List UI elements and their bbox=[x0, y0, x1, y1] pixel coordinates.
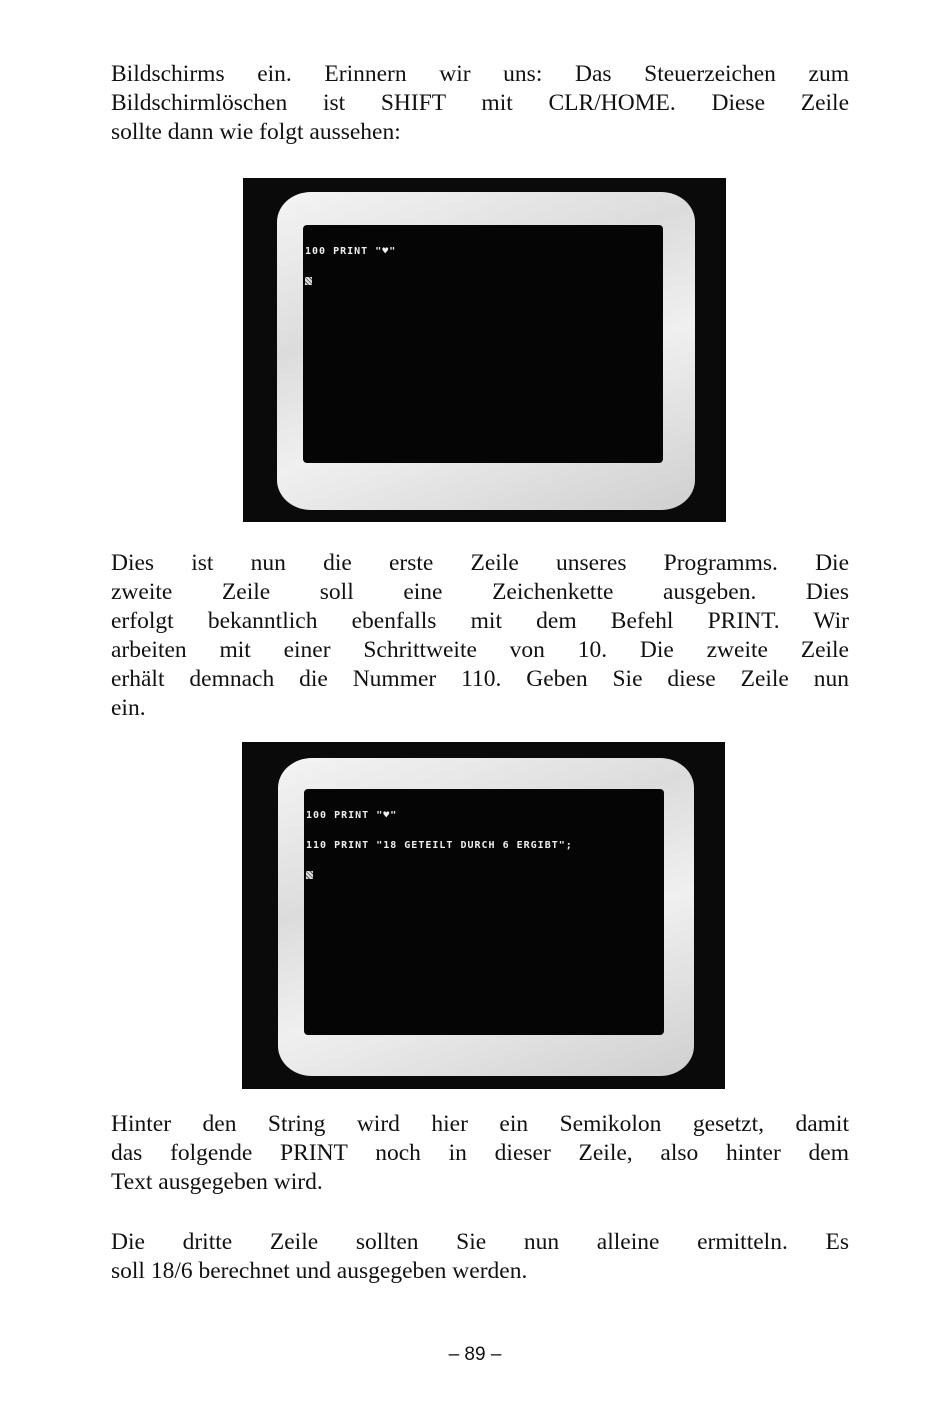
paragraph-line: das folgende PRINT noch in dieser Zeile, also hinter dem bbox=[111, 1140, 849, 1166]
paragraph-line: erhält demnach die Nummer 110. Geben Sie diese Zeile nun bbox=[111, 666, 849, 692]
terminal-line: 100 PRINT "♥" bbox=[305, 246, 397, 257]
paragraph-3 bbox=[111, 1110, 849, 1197]
paragraph-line: Dies ist nun die erste Zeile unseres Programms. Die bbox=[111, 550, 849, 576]
paragraph-line: arbeiten mit einer Schrittweite von 10. Die zweite Zeile bbox=[111, 637, 849, 663]
crt-screen bbox=[304, 789, 664, 1035]
crt-bezel bbox=[278, 758, 694, 1076]
paragraph-line: Bildschirmlöschen ist SHIFT mit CLR/HOME. Diese Zeile bbox=[111, 90, 849, 116]
paragraph-line: ein. bbox=[111, 695, 146, 721]
terminal-line: 100 PRINT "♥" bbox=[306, 810, 398, 821]
paragraph-4 bbox=[111, 1228, 849, 1286]
paragraph-line: erfolgt bekanntlich ebenfalls mit dem Befehl PRINT. Wir bbox=[111, 608, 849, 634]
paragraph-2 bbox=[111, 549, 849, 723]
terminal-text bbox=[306, 791, 573, 902]
crt-bezel bbox=[277, 192, 695, 510]
paragraph-line: Bildschirms ein. Erinnern wir uns: Das Steuerzeichen zum bbox=[111, 61, 849, 87]
terminal-cursor bbox=[305, 277, 312, 285]
paragraph-line: soll 18/6 berechnet und ausgegeben werden. bbox=[111, 1258, 528, 1284]
terminal-text bbox=[305, 227, 396, 308]
screen-photo-2 bbox=[242, 742, 725, 1089]
paragraph-line: Die dritte Zeile sollten Sie nun alleine ermitteln. Es bbox=[111, 1229, 849, 1255]
paragraph-line: Hinter den String wird hier ein Semikolon gesetzt, damit bbox=[111, 1111, 849, 1137]
paragraph-1 bbox=[111, 60, 849, 147]
paragraph-line: sollte dann wie folgt aussehen: bbox=[111, 119, 401, 145]
page-number: – 89 – bbox=[448, 1344, 502, 1365]
paragraph-line: zweite Zeile soll eine Zeichenkette ausgeben. Dies bbox=[111, 579, 849, 605]
crt-screen bbox=[303, 225, 663, 463]
terminal-cursor bbox=[306, 871, 313, 879]
screen-photo-1 bbox=[243, 178, 726, 522]
terminal-line: 110 PRINT "18 GETEILT DURCH 6 ERGIBT"; bbox=[306, 840, 573, 851]
paragraph-line: Text ausgegeben wird. bbox=[111, 1169, 323, 1195]
